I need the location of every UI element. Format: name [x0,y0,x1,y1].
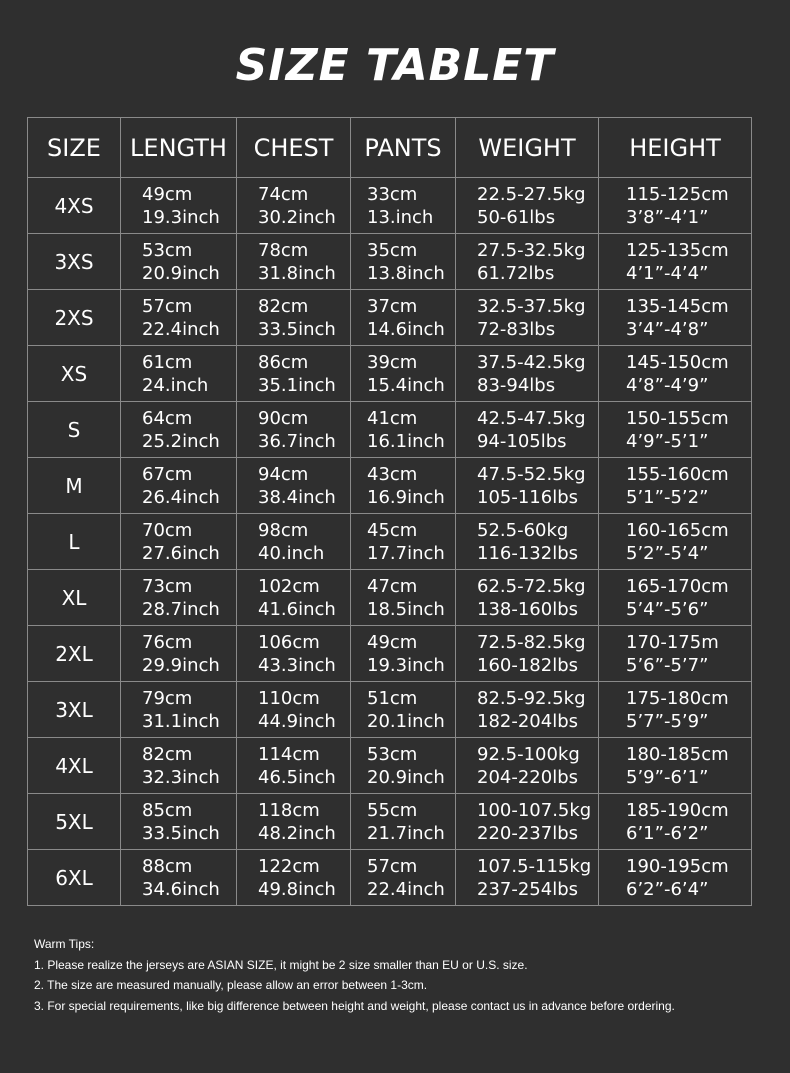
header-length: LENGTH [121,118,237,178]
table-row [28,234,752,290]
weight-cell [456,794,599,850]
length-cell [121,402,237,458]
chest-value-primary: 74cm [258,183,309,205]
table-row [28,178,752,234]
length-value-primary: 57cm [142,295,193,317]
height-cell [599,682,752,738]
length-value-primary: 82cm [142,743,193,765]
weight-value-secondary: 220-237lbs [477,822,579,844]
header-height: HEIGHT [599,118,752,178]
pants-cell [351,850,456,906]
weight-cell [456,234,599,290]
weight-value-primary: 52.5-60kg [477,519,569,541]
height-value-primary: 160-165cm [626,519,729,541]
length-cell [121,682,237,738]
length-value-secondary: 32.3inch [142,766,220,788]
weight-value-secondary: 50-61lbs [477,206,556,228]
pants-cell [351,570,456,626]
length-value-secondary: 24.inch [142,374,209,396]
chest-value-primary: 118cm [258,799,320,821]
length-value-primary: 49cm [142,183,193,205]
table-row [28,290,752,346]
length-value-primary: 88cm [142,855,193,877]
chest-value-secondary: 33.5inch [258,318,336,340]
weight-cell [456,850,599,906]
weight-value-secondary: 61.72lbs [477,262,555,284]
weight-cell [456,514,599,570]
pants-value-primary: 43cm [367,463,418,485]
size-cell: S [28,402,121,458]
chest-value-secondary: 49.8inch [258,878,336,900]
chest-cell [237,290,351,346]
height-value-secondary: 5’4”-5’6” [626,598,709,620]
weight-value-secondary: 204-220lbs [477,766,579,788]
weight-value-primary: 107.5-115kg [477,855,592,877]
chest-value-secondary: 31.8inch [258,262,336,284]
size-cell: 5XL [28,794,121,850]
weight-value-primary: 100-107.5kg [477,799,592,821]
chest-cell [237,346,351,402]
header-chest: CHEST [237,118,351,178]
height-value-primary: 180-185cm [626,743,729,765]
size-cell: 2XS [28,290,121,346]
chest-value-secondary: 41.6inch [258,598,336,620]
height-value-secondary: 5’7”-5’9” [626,710,709,732]
height-cell [599,178,752,234]
length-value-secondary: 19.3inch [142,206,220,228]
chest-value-primary: 102cm [258,575,320,597]
chest-cell [237,514,351,570]
warm-tips [34,934,774,1016]
chest-cell [237,178,351,234]
chest-value-secondary: 40.inch [258,542,325,564]
pants-value-secondary: 22.4inch [367,878,445,900]
size-cell: M [28,458,121,514]
weight-cell [456,570,599,626]
length-value-primary: 70cm [142,519,193,541]
chest-cell [237,234,351,290]
pants-value-primary: 35cm [367,239,418,261]
height-value-secondary: 4’8”-4’9” [626,374,709,396]
chest-cell [237,794,351,850]
height-value-primary: 125-135cm [626,239,729,261]
length-value-primary: 61cm [142,351,193,373]
pants-cell [351,738,456,794]
chest-value-primary: 94cm [258,463,309,485]
pants-value-primary: 37cm [367,295,418,317]
height-value-secondary: 3’4”-4’8” [626,318,709,340]
chest-value-primary: 98cm [258,519,309,541]
height-value-secondary: 4’1”-4’4” [626,262,709,284]
pants-value-secondary: 14.6inch [367,318,445,340]
pants-value-secondary: 17.7inch [367,542,445,564]
chest-value-secondary: 44.9inch [258,710,336,732]
weight-value-secondary: 72-83lbs [477,318,556,340]
size-cell: 3XL [28,682,121,738]
height-value-secondary: 5’2”-5’4” [626,542,709,564]
weight-cell [456,346,599,402]
size-cell: 2XL [28,626,121,682]
header-pants: PANTS [351,118,456,178]
weight-value-primary: 37.5-42.5kg [477,351,586,373]
height-value-secondary: 6’2”-6’4” [626,878,709,900]
length-value-secondary: 33.5inch [142,822,220,844]
pants-value-primary: 51cm [367,687,418,709]
length-cell [121,458,237,514]
size-cell: 6XL [28,850,121,906]
height-cell [599,458,752,514]
height-value-secondary: 4’9”-5’1” [626,430,709,452]
weight-value-secondary: 83-94lbs [477,374,556,396]
pants-cell [351,178,456,234]
length-value-primary: 79cm [142,687,193,709]
weight-value-primary: 62.5-72.5kg [477,575,586,597]
pants-cell [351,346,456,402]
table-row [28,514,752,570]
weight-value-primary: 32.5-37.5kg [477,295,586,317]
length-value-secondary: 25.2inch [142,430,220,452]
chest-value-secondary: 30.2inch [258,206,336,228]
length-value-primary: 73cm [142,575,193,597]
length-value-secondary: 31.1inch [142,710,220,732]
pants-value-secondary: 16.1inch [367,430,445,452]
length-cell [121,850,237,906]
length-value-primary: 67cm [142,463,193,485]
height-cell [599,346,752,402]
height-cell [599,402,752,458]
pants-value-primary: 33cm [367,183,418,205]
weight-value-primary: 42.5-47.5kg [477,407,586,429]
height-value-secondary: 5’9”-6’1” [626,766,709,788]
length-cell [121,794,237,850]
chest-value-secondary: 38.4inch [258,486,336,508]
table-row [28,738,752,794]
length-cell [121,738,237,794]
height-value-primary: 170-175m [626,631,719,653]
weight-value-primary: 22.5-27.5kg [477,183,586,205]
weight-value-secondary: 138-160lbs [477,598,579,620]
pants-cell [351,514,456,570]
table-row [28,570,752,626]
table-row [28,682,752,738]
height-cell [599,850,752,906]
pants-value-primary: 49cm [367,631,418,653]
pants-value-secondary: 13.8inch [367,262,445,284]
chest-cell [237,402,351,458]
weight-value-secondary: 160-182lbs [477,654,579,676]
tip-item: 3. For special requirements, like big difference between height and weight, please contact us in advance before ordering. [34,998,675,1013]
length-value-secondary: 20.9inch [142,262,220,284]
pants-value-primary: 57cm [367,855,418,877]
height-value-primary: 190-195cm [626,855,729,877]
pants-value-secondary: 13.inch [367,206,434,228]
header-size: SIZE [28,118,121,178]
header-weight: WEIGHT [456,118,599,178]
pants-cell [351,458,456,514]
pants-cell [351,234,456,290]
chest-cell [237,850,351,906]
pants-cell [351,402,456,458]
chest-value-primary: 90cm [258,407,309,429]
length-cell [121,570,237,626]
height-value-secondary: 5’6”-5’7” [626,654,709,676]
weight-cell [456,402,599,458]
length-cell [121,626,237,682]
length-value-primary: 76cm [142,631,193,653]
weight-value-secondary: 94-105lbs [477,430,567,452]
chest-value-secondary: 43.3inch [258,654,336,676]
length-cell [121,514,237,570]
pants-cell [351,794,456,850]
length-value-secondary: 28.7inch [142,598,220,620]
pants-value-secondary: 16.9inch [367,486,445,508]
height-cell [599,234,752,290]
chest-value-primary: 82cm [258,295,309,317]
weight-value-primary: 82.5-92.5kg [477,687,586,709]
pants-value-secondary: 19.3inch [367,654,445,676]
chest-value-primary: 110cm [258,687,320,709]
pants-value-secondary: 20.9inch [367,766,445,788]
height-value-primary: 150-155cm [626,407,729,429]
size-cell: XL [28,570,121,626]
height-cell [599,290,752,346]
chest-value-primary: 78cm [258,239,309,261]
chest-cell [237,738,351,794]
size-cell: 4XS [28,178,121,234]
length-cell [121,234,237,290]
table-row [28,626,752,682]
length-value-secondary: 26.4inch [142,486,220,508]
pants-value-primary: 53cm [367,743,418,765]
length-value-secondary: 34.6inch [142,878,220,900]
chest-value-primary: 106cm [258,631,320,653]
height-value-primary: 165-170cm [626,575,729,597]
chest-cell [237,682,351,738]
pants-value-secondary: 20.1inch [367,710,445,732]
length-value-secondary: 27.6inch [142,542,220,564]
table-row [28,346,752,402]
length-cell [121,346,237,402]
chest-value-secondary: 48.2inch [258,822,336,844]
weight-value-primary: 92.5-100kg [477,743,580,765]
weight-value-primary: 72.5-82.5kg [477,631,586,653]
weight-cell [456,738,599,794]
pants-cell [351,682,456,738]
chest-value-primary: 86cm [258,351,309,373]
pants-value-primary: 55cm [367,799,418,821]
length-value-primary: 53cm [142,239,193,261]
chest-value-primary: 122cm [258,855,320,877]
height-value-secondary: 5’1”-5’2” [626,486,709,508]
height-value-primary: 185-190cm [626,799,729,821]
length-value-primary: 85cm [142,799,193,821]
weight-value-secondary: 105-116lbs [477,486,579,508]
length-value-primary: 64cm [142,407,193,429]
weight-value-primary: 47.5-52.5kg [477,463,586,485]
weight-value-secondary: 116-132lbs [477,542,579,564]
weight-cell [456,682,599,738]
tips-heading: Warm Tips: [34,937,95,951]
chest-cell [237,626,351,682]
length-value-secondary: 22.4inch [142,318,220,340]
height-value-primary: 145-150cm [626,351,729,373]
size-cell: 4XL [28,738,121,794]
height-cell [599,514,752,570]
page-title: SIZE TABLET [235,40,555,91]
height-cell [599,794,752,850]
chest-value-primary: 114cm [258,743,320,765]
chest-value-secondary: 35.1inch [258,374,336,396]
size-table [27,117,752,906]
height-value-primary: 115-125cm [626,183,729,205]
tip-item: 2. The size are measured manually, please allow an error between 1-3cm. [34,978,428,992]
weight-cell [456,458,599,514]
pants-value-primary: 41cm [367,407,418,429]
weight-value-secondary: 182-204lbs [477,710,579,732]
pants-value-secondary: 21.7inch [367,822,445,844]
length-cell [121,290,237,346]
chest-value-secondary: 36.7inch [258,430,336,452]
table-row [28,402,752,458]
height-cell [599,626,752,682]
height-value-primary: 155-160cm [626,463,729,485]
weight-cell [456,178,599,234]
size-cell: 3XS [28,234,121,290]
chest-value-secondary: 46.5inch [258,766,336,788]
height-value-primary: 175-180cm [626,687,729,709]
size-cell: L [28,514,121,570]
weight-value-primary: 27.5-32.5kg [477,239,586,261]
header-row [28,118,752,178]
weight-cell [456,626,599,682]
height-value-secondary: 3’8”-4’1” [626,206,709,228]
height-value-secondary: 6’1”-6’2” [626,822,709,844]
pants-value-secondary: 15.4inch [367,374,445,396]
length-value-secondary: 29.9inch [142,654,220,676]
table-row [28,794,752,850]
pants-cell [351,626,456,682]
pants-value-primary: 39cm [367,351,418,373]
pants-value-primary: 47cm [367,575,418,597]
pants-value-secondary: 18.5inch [367,598,445,620]
weight-value-secondary: 237-254lbs [477,878,579,900]
pants-value-primary: 45cm [367,519,418,541]
height-cell [599,570,752,626]
table-row [28,850,752,906]
weight-cell [456,290,599,346]
height-cell [599,738,752,794]
size-cell: XS [28,346,121,402]
chest-cell [237,458,351,514]
table-row [28,458,752,514]
height-value-primary: 135-145cm [626,295,729,317]
chest-cell [237,570,351,626]
length-cell [121,178,237,234]
pants-cell [351,290,456,346]
tip-item: 1. Please realize the jerseys are ASIAN SIZE, it might be 2 size smaller than EU or U.S. size. [34,957,528,972]
